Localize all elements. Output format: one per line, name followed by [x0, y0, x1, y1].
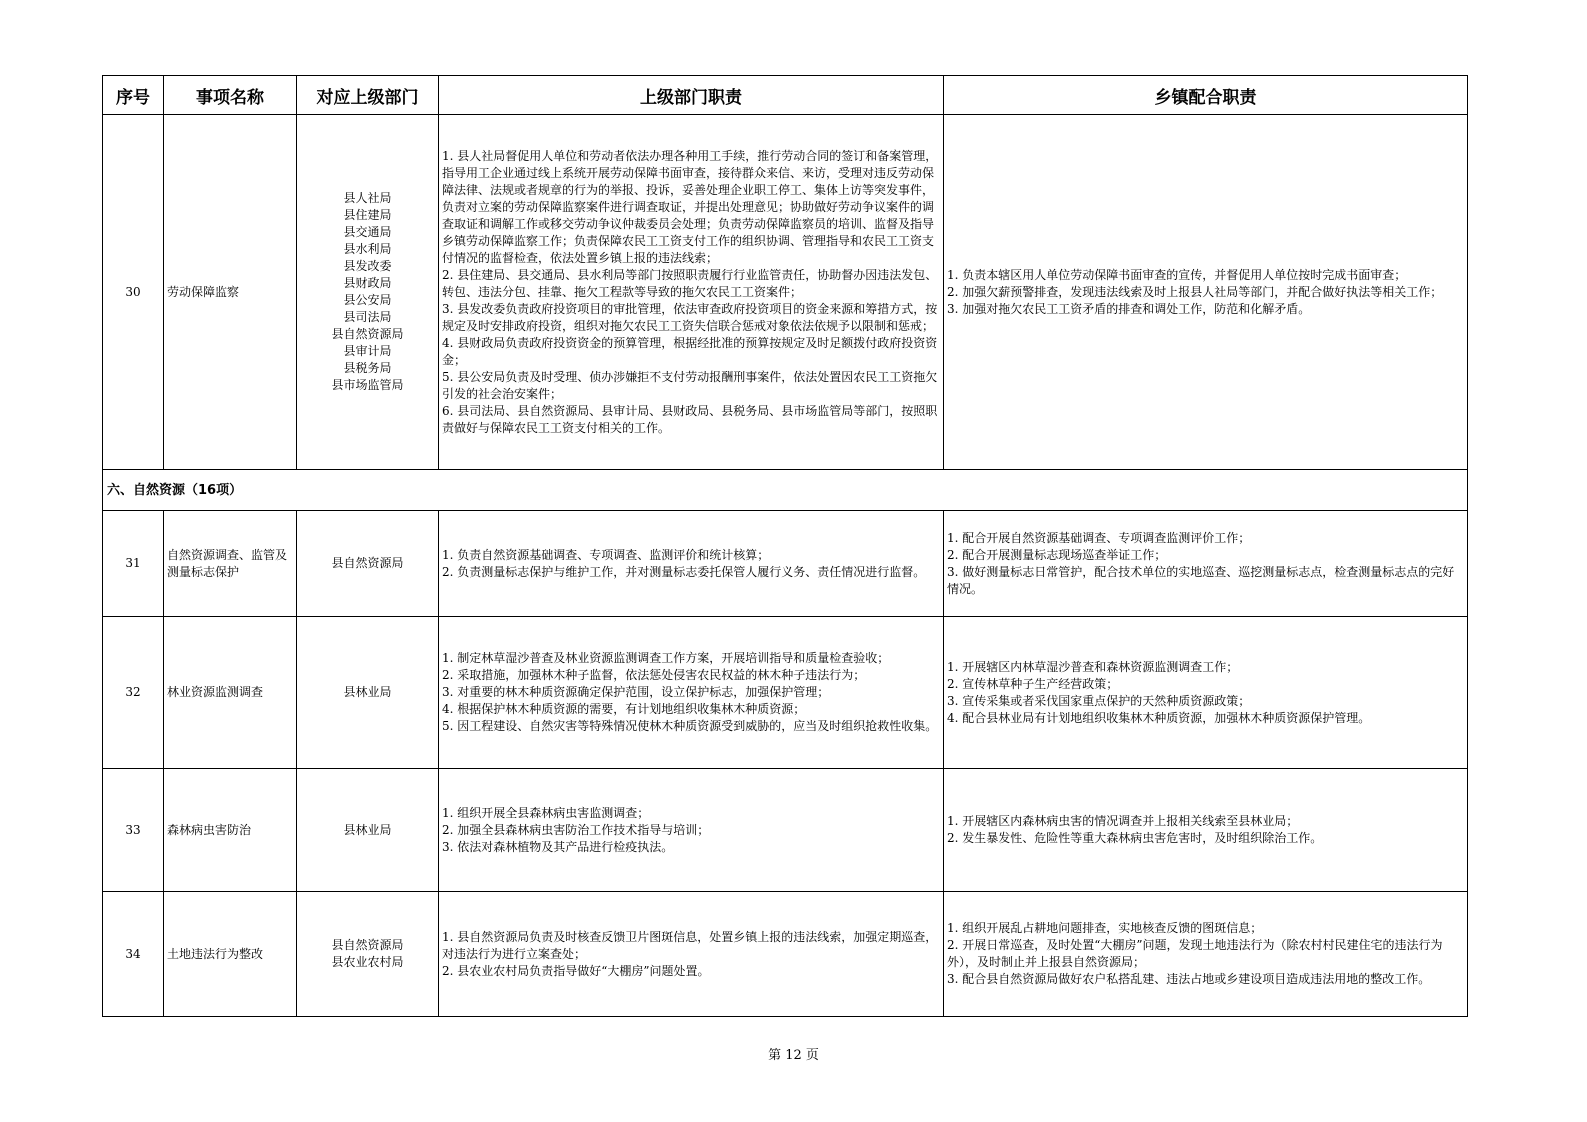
page-number: 第 12 页	[768, 1048, 819, 1063]
table-row	[103, 511, 1468, 617]
row-upper-duty: 1. 组织开展全县森林病虫害监测调查； 2. 加强全县森林病虫害防治工作技术指导与培训； 3. 依法对森林植物及其产品进行检疫执法。	[439, 769, 944, 892]
header-dept: 对应上级部门	[297, 76, 439, 115]
section-header-row	[103, 470, 1468, 511]
row-upper-duty: 1. 负责自然资源基础调查、专项调查、监测评价和统计核算； 2. 负责测量标志保护与维护工作，并对测量标志委托保管人履行义务、责任情况进行监督。	[439, 511, 944, 617]
header-town-duty: 乡镇配合职责	[944, 76, 1468, 115]
row-item-name: 自然资源调查、监管及测量标志保护	[164, 511, 297, 617]
header-row	[103, 76, 1468, 115]
row-town-duty: 1. 开展辖区内森林病虫害的情况调查并上报相关线索至县林业局； 2. 发生暴发性、危险性等重大森林病虫害危害时，及时组织除治工作。	[944, 769, 1468, 892]
row-seq: 30	[103, 115, 164, 470]
row-seq: 31	[103, 511, 164, 617]
row-seq: 34	[103, 892, 164, 1017]
row-town-duty: 1. 配合开展自然资源基础调查、专项调查监测评价工作； 2. 配合开展测量标志现场巡查举证工作； 3. 做好测量标志日常管护，配合技术单位的实地巡查、巡挖测量标志点，检查测量标志点的完好情况。	[944, 511, 1468, 617]
row-upper-duty: 1. 县人社局督促用人单位和劳动者依法办理各种用工手续，推行劳动合同的签订和备案管理，指导用工企业通过线上系统开展劳动保障书面审查，接待群众来信、来访，受理对违反劳动保障法律、法规或者规章的行为的举报、投诉，妥善处理企业职工停工、集体上访等突发事件，负责对立案的劳动保障监察案件进行调查取证，并提出处理意见；协助做好劳动争议案件的调查取证和调解工作或移交劳动争议仲裁委员会处理；负责劳动保障监察员的培训、监督及指导乡镇劳动保障监察工作；负责保障农民工工资支付工作的组织协调、管理指导和农民工工资支付情况的监督检查，依法处置乡镇上报的违法线索； 2. 县住建局、县交通局、县水利局等部门按照职责履行行业监管责任，协助督办因违法发包、转包、违法分包、挂靠、拖欠工程款等导致的拖欠农民工工资案件； 3. 县发改委负责政府投资项目的审批管理，依法审查政府投资项目的资金来源和筹措方式，按规定及时安排政府投资，组织对拖欠农民工工资失信联合惩戒对象依法依规予以限制和惩戒； 4. 县财政局负责政府投资资金的预算管理，根据经批准的预算按规定及时足额拨付政府投资资金； 5. 县公安局负责及时受理、侦办涉嫌拒不支付劳动报酬刑事案件，依法处置因农民工工资拖欠引发的社会治安案件； 6. 县司法局、县自然资源局、县审计局、县财政局、县税务局、县市场监管局等部门，按照职责做好与保障农民工工资支付相关的工作。	[439, 115, 944, 470]
row-seq: 32	[103, 617, 164, 769]
row-item-name: 林业资源监测调查	[164, 617, 297, 769]
section-title: 六、自然资源（16项）	[103, 470, 1468, 511]
row-upper-duty: 1. 县自然资源局负责及时核查反馈卫片图斑信息，处置乡镇上报的违法线索，加强定期巡查，对违法行为进行立案查处； 2. 县农业农村局负责指导做好“大棚房”问题处置。	[439, 892, 944, 1017]
row-item-name: 土地违法行为整改	[164, 892, 297, 1017]
row-town-duty: 1. 组织开展乱占耕地问题排查，实地核查反馈的图斑信息； 2. 开展日常巡查，及时处置“大棚房”问题，发现土地违法行为（除农村村民建住宅的违法行为外），及时制止并上报县自然资源局； 3. 配合县自然资源局做好农户私搭乱建、违法占地或乡建设项目造成违法用地的整改工作。	[944, 892, 1468, 1017]
table-row	[103, 617, 1468, 769]
table-row	[103, 769, 1468, 892]
row-dept: 县自然资源局 县农业农村局	[297, 892, 439, 1017]
header-item: 事项名称	[164, 76, 297, 115]
row-upper-duty: 1. 制定林草湿沙普查及林业资源监测调查工作方案，开展培训指导和质量检查验收； 2. 采取措施，加强林木种子监督，依法惩处侵害农民权益的林木种子违法行为； 3. 对重要的林木种质资源确定保护范围，设立保护标志，加强保护管理； 4. 根据保护林木种质资源的需要，有计划地组织收集林木种质资源； 5. 因工程建设、自然灾害等特殊情况使林木种质资源受到威胁的，应当及时组织抢救性收集。	[439, 617, 944, 769]
row-town-duty: 1. 开展辖区内林草湿沙普查和森林资源监测调查工作； 2. 宣传林草种子生产经营政策； 3. 宣传采集或者采伐国家重点保护的天然种质资源政策； 4. 配合县林业局有计划地组织收集林木种质资源，加强林木种质资源保护管理。	[944, 617, 1468, 769]
table-row	[103, 892, 1468, 1017]
row-item-name: 劳动保障监察	[164, 115, 297, 470]
table-row	[103, 115, 1468, 470]
row-dept: 县人社局 县住建局 县交通局 县水利局 县发改委 县财政局 县公安局 县司法局 县自然资源局 县审计局 县税务局 县市场监管局	[297, 115, 439, 470]
row-town-duty: 1. 负责本辖区用人单位劳动保障书面审查的宣传，并督促用人单位按时完成书面审查； 2. 加强欠薪预警排查，发现违法线索及时上报县人社局等部门，并配合做好执法等相关工作； 3. 加强对拖欠农民工工资矛盾的排查和调处工作，防范和化解矛盾。	[944, 115, 1468, 470]
row-seq: 33	[103, 769, 164, 892]
row-item-name: 森林病虫害防治	[164, 769, 297, 892]
row-dept: 县林业局	[297, 769, 439, 892]
duty-table	[102, 75, 1468, 1017]
row-dept: 县自然资源局	[297, 511, 439, 617]
header-upper-duty: 上级部门职责	[439, 76, 944, 115]
header-seq: 序号	[103, 76, 164, 115]
row-dept: 县林业局	[297, 617, 439, 769]
